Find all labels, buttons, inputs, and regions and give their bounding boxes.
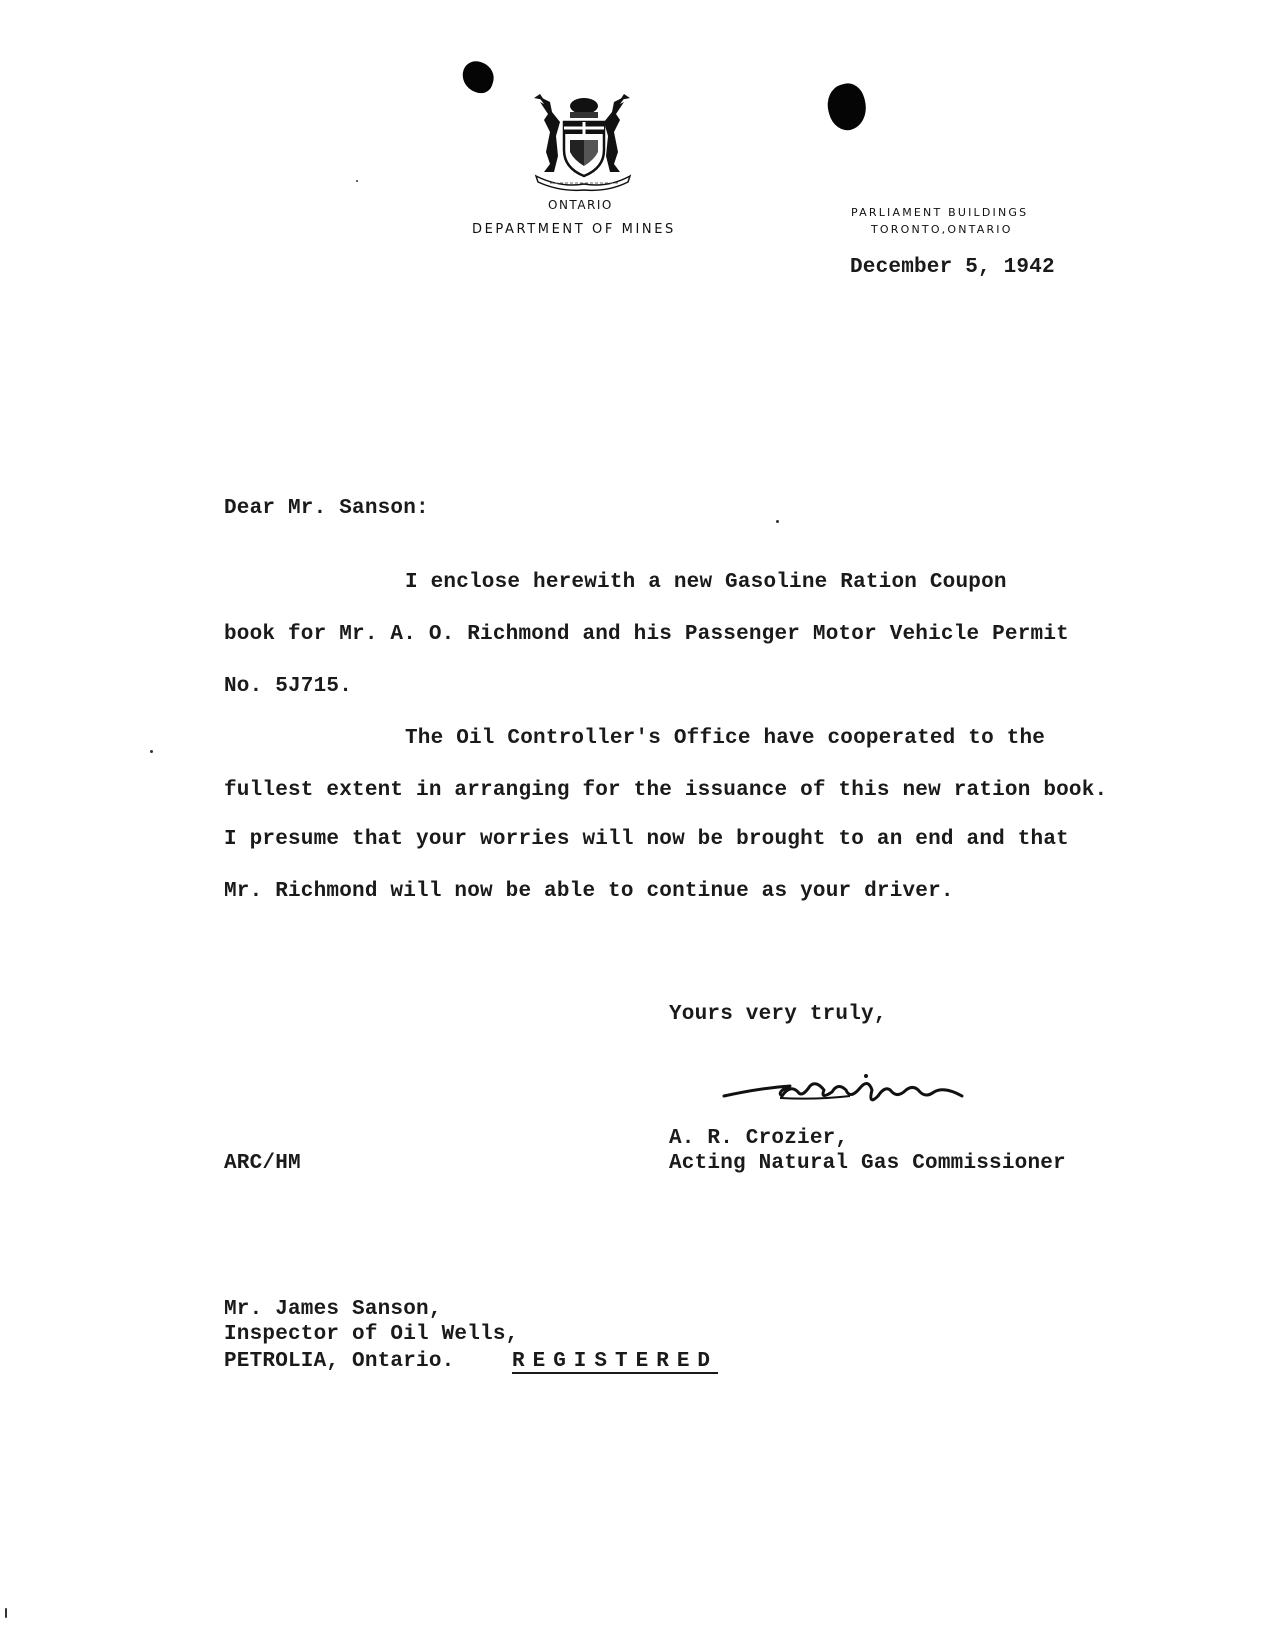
recipient-position: Inspector of Oil Wells, bbox=[224, 1323, 519, 1346]
letterhead-province: ONTARIO bbox=[548, 198, 613, 212]
speck bbox=[5, 1608, 7, 1618]
speck bbox=[150, 750, 153, 753]
salutation: Dear Mr. Sanson: bbox=[224, 497, 429, 520]
speck bbox=[356, 180, 358, 182]
registered-notation: REGISTERED bbox=[512, 1350, 719, 1373]
recipient-location: PETROLIA, Ontario. bbox=[224, 1350, 455, 1373]
letterhead-department: DEPARTMENT OF MINES bbox=[472, 222, 676, 237]
body-paragraph-1-line-1: I enclose herewith a new Gasoline Ration Coupon bbox=[405, 571, 1007, 594]
recipient-name: Mr. James Sanson, bbox=[224, 1298, 442, 1321]
ontario-coat-of-arms-icon bbox=[530, 92, 634, 194]
body-paragraph-2-line-1: The Oil Controller's Office have cooperated to the bbox=[405, 727, 1046, 750]
body-paragraph-2-line-4: Mr. Richmond will now be able to continue as your driver. bbox=[224, 880, 954, 903]
letterhead-address-line2: TORONTO,ONTARIO bbox=[871, 223, 1013, 236]
letterhead-address-line1: PARLIAMENT BUILDINGS bbox=[851, 206, 1029, 219]
reference-initials: ARC/HM bbox=[224, 1152, 301, 1175]
punch-blot-right bbox=[823, 80, 872, 134]
speck bbox=[776, 520, 779, 523]
handwritten-signature bbox=[720, 1066, 970, 1114]
body-paragraph-2-line-2: fullest extent in arranging for the issuance of this new ration book. bbox=[224, 779, 1108, 802]
punch-blot-left bbox=[458, 57, 498, 96]
body-paragraph-2-line-3: I presume that your worries will now be brought to an end and that bbox=[224, 828, 1069, 851]
body-paragraph-1-line-2: book for Mr. A. O. Richmond and his Passenger Motor Vehicle Permit bbox=[224, 623, 1069, 646]
letter-date: December 5, 1942 bbox=[850, 256, 1055, 279]
body-paragraph-1-line-3: No. 5J715. bbox=[224, 675, 353, 698]
closing: Yours very truly, bbox=[669, 1003, 887, 1026]
signatory-title: Acting Natural Gas Commissioner bbox=[669, 1152, 1066, 1175]
signatory-name: A. R. Crozier, bbox=[669, 1127, 849, 1150]
